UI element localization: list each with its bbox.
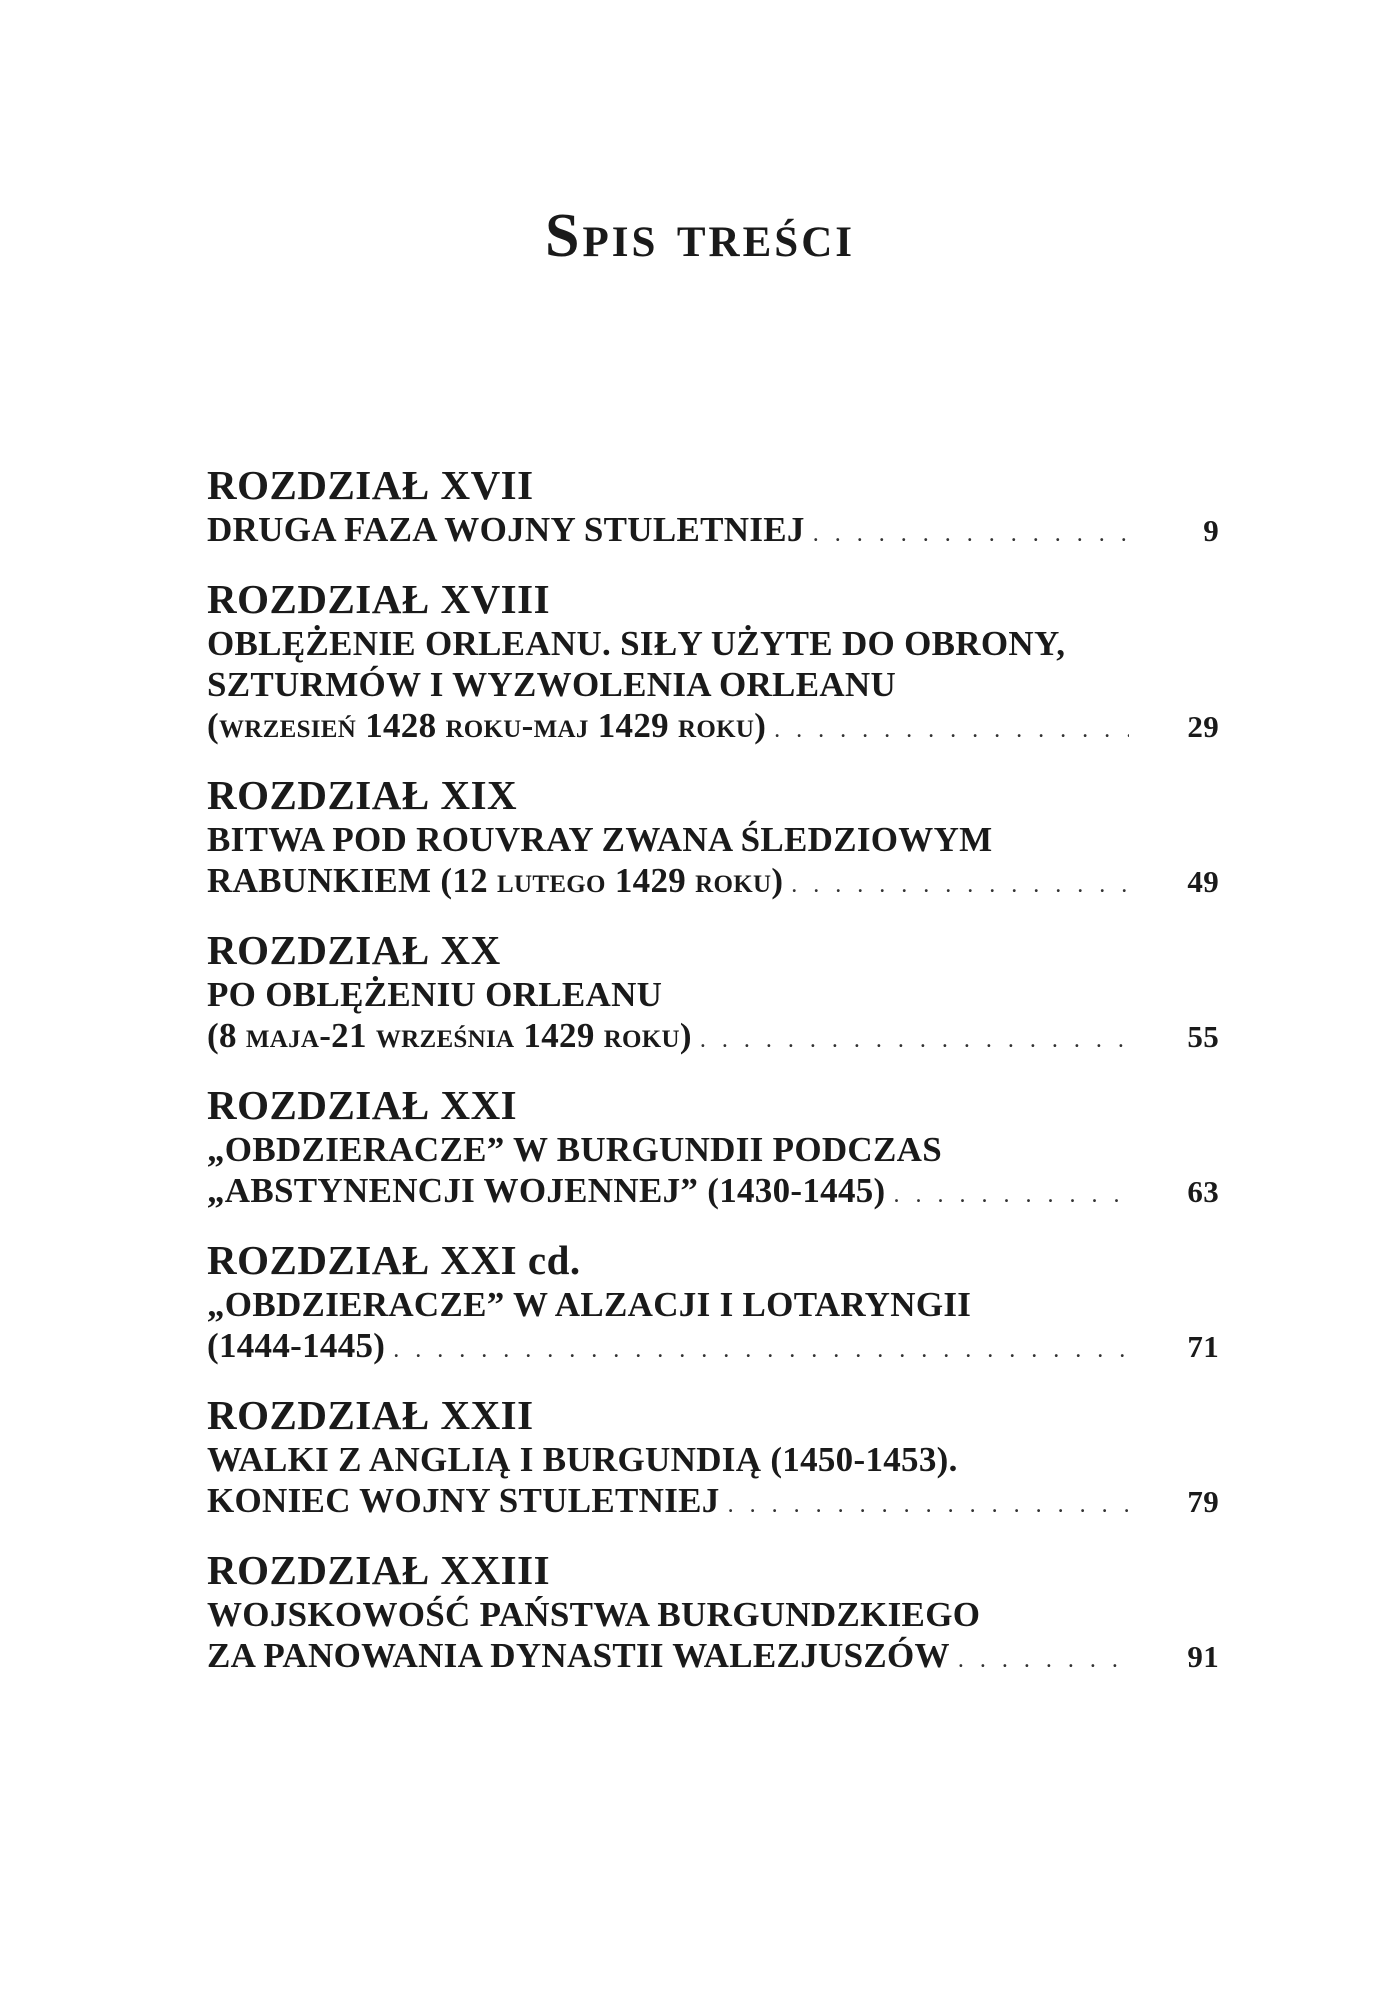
chapter-title-line: „OBDZIERACZE” W BURGUNDII PODCZAS [207,1130,942,1169]
chapter-label: ROZDZIAŁ XXI [207,1082,518,1128]
chapter-title [207,1170,886,1211]
title-part: -21 [319,1016,376,1055]
page-number[interactable]: 91 [1187,1639,1219,1674]
chapter-label: ROZDZIAŁ XXII [207,1392,534,1438]
chapter-title [207,1325,385,1366]
title-part: DRUGA FAZA WOJNY STULETNIEJ [207,510,805,549]
dot-leader [894,1175,1130,1216]
chapter-title [207,1635,950,1676]
chapter-title [207,860,783,901]
toc-last-line [207,860,1219,906]
chapter-title-line: BITWA POD ROUVRAY ZWANA ŚLEDZIOWYM [207,820,993,859]
toc-last-line [207,1635,1219,1681]
title-part: (1444-1445) [207,1326,386,1365]
page-number[interactable]: 79 [1187,1484,1219,1519]
chapter-title-line: WALKI Z ANGLIĄ I BURGUNDIĄ (1450-1453). [207,1440,958,1479]
title-part: „ABSTYNENCJI WOJENNEJ” (1430-1445) [207,1171,886,1210]
toc-entry[interactable] [207,927,1219,1061]
title-part-small-caps: roku-maj [445,706,589,745]
toc-entry[interactable] [207,772,1219,906]
title-part: ZA PANOWANIA DYNASTII WALEZJUSZÓW [207,1636,950,1675]
chapter-title [207,705,766,746]
toc-entry[interactable] [207,1392,1219,1526]
title-part-small-caps: maja [245,1016,320,1055]
page-number[interactable]: 63 [1187,1174,1219,1209]
toc-last-line [207,1015,1219,1061]
title-part-small-caps: roku [695,861,772,900]
chapter-title-line: PO OBLĘŻENIU ORLEANU [207,975,663,1014]
toc-entry[interactable] [207,462,1219,555]
title-part: RABUNKIEM (12 [207,861,498,900]
dot-leader [791,865,1129,906]
chapter-title-line: WOJSKOWOŚĆ PAŃSTWA BURGUNDZKIEGO [207,1595,981,1634]
chapter-label: ROZDZIAŁ XVII [207,462,534,508]
chapter-title [207,1480,720,1521]
toc-entry[interactable] [207,1237,1219,1371]
chapter-title-line: „OBDZIERACZE” W ALZACJI I LOTARYNGII [207,1285,972,1324]
chapter-label: ROZDZIAŁ XVIII [207,576,551,622]
chapter-label: ROZDZIAŁ XXI cd. [207,1237,581,1283]
toc-entry[interactable] [207,1547,1219,1681]
chapter-label: ROZDZIAŁ XXIII [207,1547,551,1593]
title-part: KONIEC WOJNY STULETNIEJ [207,1481,720,1520]
title-part-small-caps: września [375,1016,515,1055]
page-number[interactable]: 9 [1203,513,1219,548]
title-part: 1428 [356,706,446,745]
chapter-label: ROZDZIAŁ XIX [207,772,518,818]
title-part-small-caps: lutego [497,861,606,900]
page-number[interactable]: 71 [1187,1329,1219,1364]
chapter-label: ROZDZIAŁ XX [207,927,501,973]
toc-last-line [207,1170,1219,1216]
dot-leader [813,514,1129,555]
toc-entry[interactable] [207,576,1219,751]
toc-last-line [207,1480,1219,1526]
title-part-small-caps: roku [677,706,755,745]
dot-leader [393,1330,1129,1371]
dot-leader [958,1640,1129,1681]
table-of-contents [207,462,1219,1702]
title-part: ) [754,706,767,745]
title-part-small-caps: roku [603,1016,680,1055]
chapter-title [207,509,805,550]
toc-last-line [207,1325,1219,1371]
page-number[interactable]: 29 [1187,709,1219,744]
page-number[interactable]: 55 [1187,1019,1219,1054]
dot-leader [700,1020,1129,1061]
dot-leader [774,710,1129,751]
title-part-small-caps: wrzesień [218,706,357,745]
toc-entry[interactable] [207,1082,1219,1216]
chapter-title-line: OBLĘŻENIE ORLEANU. SIŁY UŻYTE DO OBRONY, [207,624,1066,663]
dot-leader [728,1485,1129,1526]
title-part: 1429 [514,1016,604,1055]
title-part: ( [207,706,219,745]
title-part: ) [679,1016,692,1055]
page-title: Spis treści [544,202,855,270]
title-part: (8 [207,1016,246,1055]
title-part: 1429 [605,861,696,900]
title-part: 1429 [588,706,678,745]
chapter-title [207,1015,692,1056]
page-number[interactable]: 49 [1187,864,1219,899]
title-part: ) [771,861,784,900]
toc-last-line [207,705,1219,751]
toc-last-line [207,509,1219,555]
chapter-title-line: SZTURMÓW I WYZWOLENIA ORLEANU [207,665,897,704]
